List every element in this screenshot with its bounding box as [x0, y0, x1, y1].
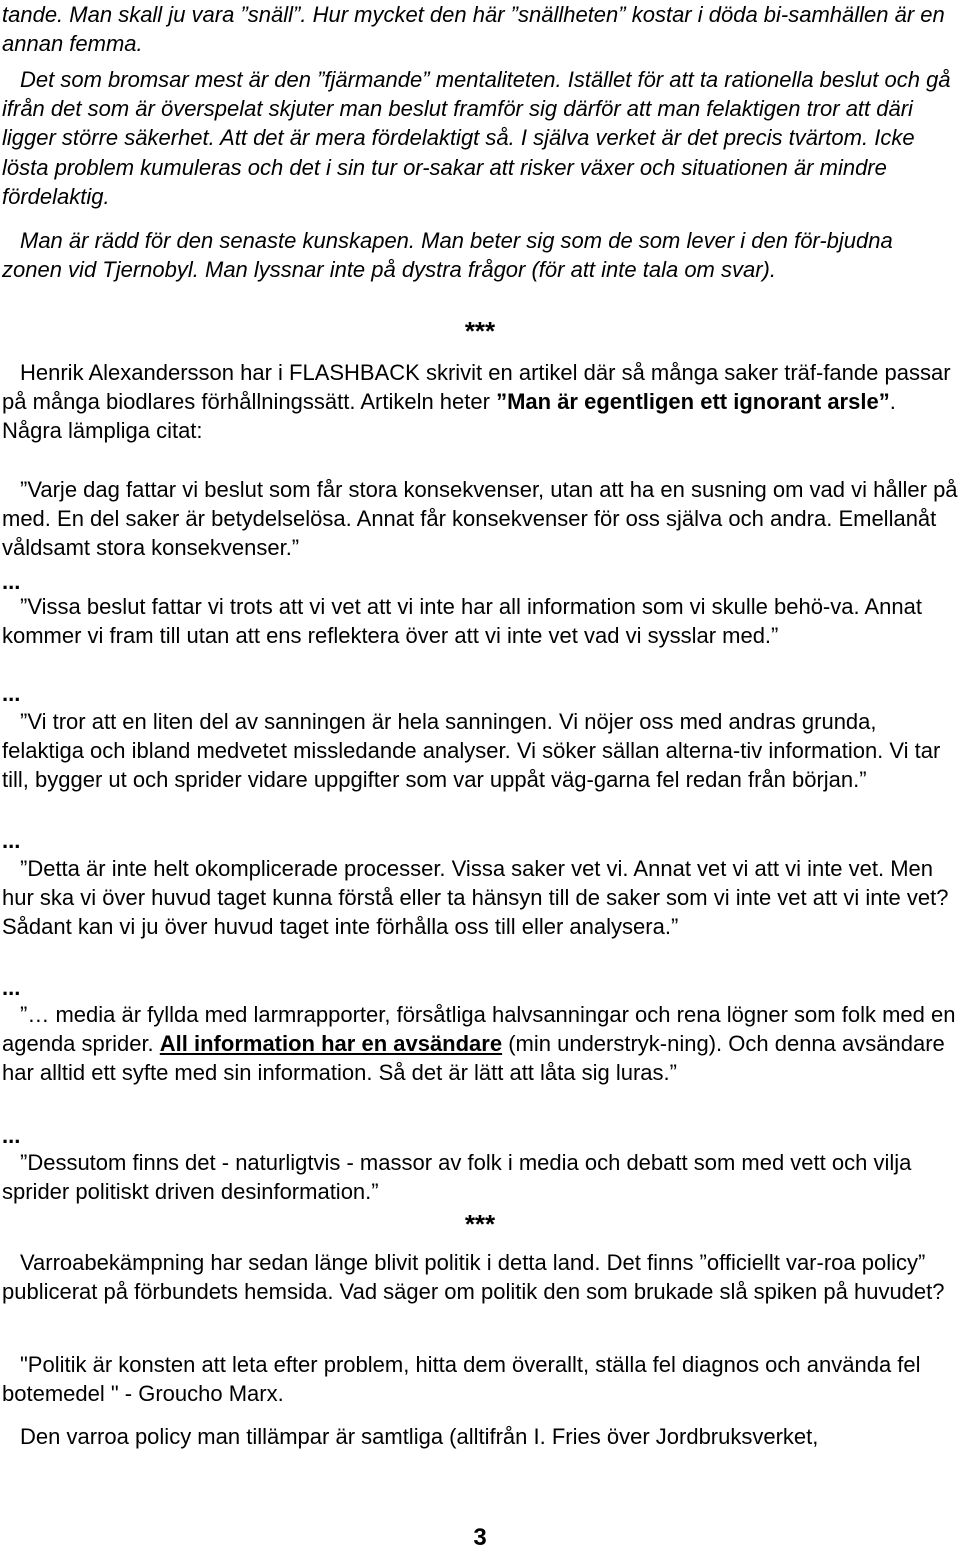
ellipsis-3: ... — [2, 828, 21, 853]
page-number: 3 — [473, 1524, 487, 1551]
ellipsis-2: ... — [2, 681, 21, 706]
flashback-outro-text: . Några lämpliga citat: — [2, 389, 896, 444]
quote-4: ”Detta är inte helt okomplicerade processer. Vissa saker vet vi. Annat vet vi att vi inte vet. Men hur ska vi över huvud taget kunna förstå eller ta hänsyn till de saker som vi inte vet att vi inte vet? Sådant kan vi ju över huvud taget inte förhålla oss till eller analysera.” — [2, 856, 949, 940]
quote-2: ”Vissa beslut fattar vi trots att vi vet att vi inte har all information som vi skulle behö-va. Annat kommer vi fram till utan att ens reflektera över att vi inte vet vad vi sysslar med.” — [2, 594, 922, 649]
groucho-quote: "Politik är konsten att leta efter problem, hitta dem överallt, ställa fel diagnos och använda fel botemedel " - Groucho Marx. — [2, 1352, 921, 1407]
underlined-statement: All information har en avsändare — [159, 1031, 503, 1057]
ellipsis-4: ... — [2, 975, 21, 1000]
quote-1: ”Varje dag fattar vi beslut som får stora konsekvenser, utan att ha en susning om vad vi håller på med. En del saker är betydelselösa. Annat får konsekvenser för oss själva och andra. Emellanåt våldsamt stora konsekvenser.” — [2, 477, 958, 561]
paragraph-varroa-policy: Den varroa policy man tillämpar är samtliga (alltifrån I. Fries över Jordbruksverket, — [20, 1424, 819, 1449]
article-title: ”Man är egentligen ett ignorant arsle” — [496, 389, 890, 415]
quote-5 — [2, 1000, 958, 1088]
section-separator: *** — [464, 316, 496, 346]
paragraph-kunskapen: Man är rädd för den senaste kunskapen. Man beter sig som de som lever i den för-bjudna zonen vid Tjernobyl. Man lyssnar inte på dystra frågor (för att inte tala om svar). — [2, 228, 893, 283]
paragraph-varroa-politik: Varroabekämpning har sedan länge blivit politik i detta land. Det finns ”officiellt var-roa policy” publicerat på förbundets hemsida. Vad säger om politik den som brukade slå spiken på huvudet? — [2, 1250, 945, 1305]
paragraph-fjarmande: Det som bromsar mest är den ”fjärmande” mentaliteten. Istället för att ta rationella beslut och gå ifrån det som är överspelat skjuter man beslut framför sig därför att man felaktigen tror att däri ligger större säkerhet. Att det är mera fördelaktigt så. I själva verket är det precis tvärtom. Icke lösta problem kumuleras och det i sin tur or-sakar att risker växer och situationen är mindre fördelaktig. — [2, 67, 951, 209]
quote-5-end: (min understryk-ning). Och denna avsändare har alltid ett syfte med sin information. Så det är lätt att låta sig luras.” — [2, 1031, 945, 1086]
quote-6: ”Dessutom finns det - naturligtvis - massor av folk i media och debatt som med vett och vilja sprider politiskt driven desinformation.” — [2, 1150, 912, 1205]
flashback-intro-text: Henrik Alexandersson har i FLASHBACK skrivit en artikel där så många saker träf-fande passar på många biodlares förhållningssätt. Artikeln heter — [2, 360, 951, 415]
section-separator-2: *** — [464, 1209, 496, 1239]
quote-5-start: ”… media är fyllda med larmrapporter, försåtliga halvsanningar och rena lögner som folk med en agenda sprider. — [2, 1002, 956, 1057]
ellipsis-1: ... — [2, 569, 21, 594]
paragraph-intro: tande. Man skall ju vara ”snäll”. Hur mycket den här ”snällheten” kostar i döda bi-samhällen är en annan femma. — [2, 2, 945, 57]
quote-3: ”Vi tror att en liten del av sanningen är hela sanningen. Vi nöjer oss med andras grunda, felaktiga och ibland medvetet missledande analyser. Vi söker sällan alterna-tiv information. Vi tar till, bygger ut och sprider vidare uppgifter som var uppåt väg-garna fel redan från början.” — [2, 709, 941, 793]
ellipsis-5: ... — [2, 1123, 21, 1148]
paragraph-flashback — [2, 358, 958, 446]
